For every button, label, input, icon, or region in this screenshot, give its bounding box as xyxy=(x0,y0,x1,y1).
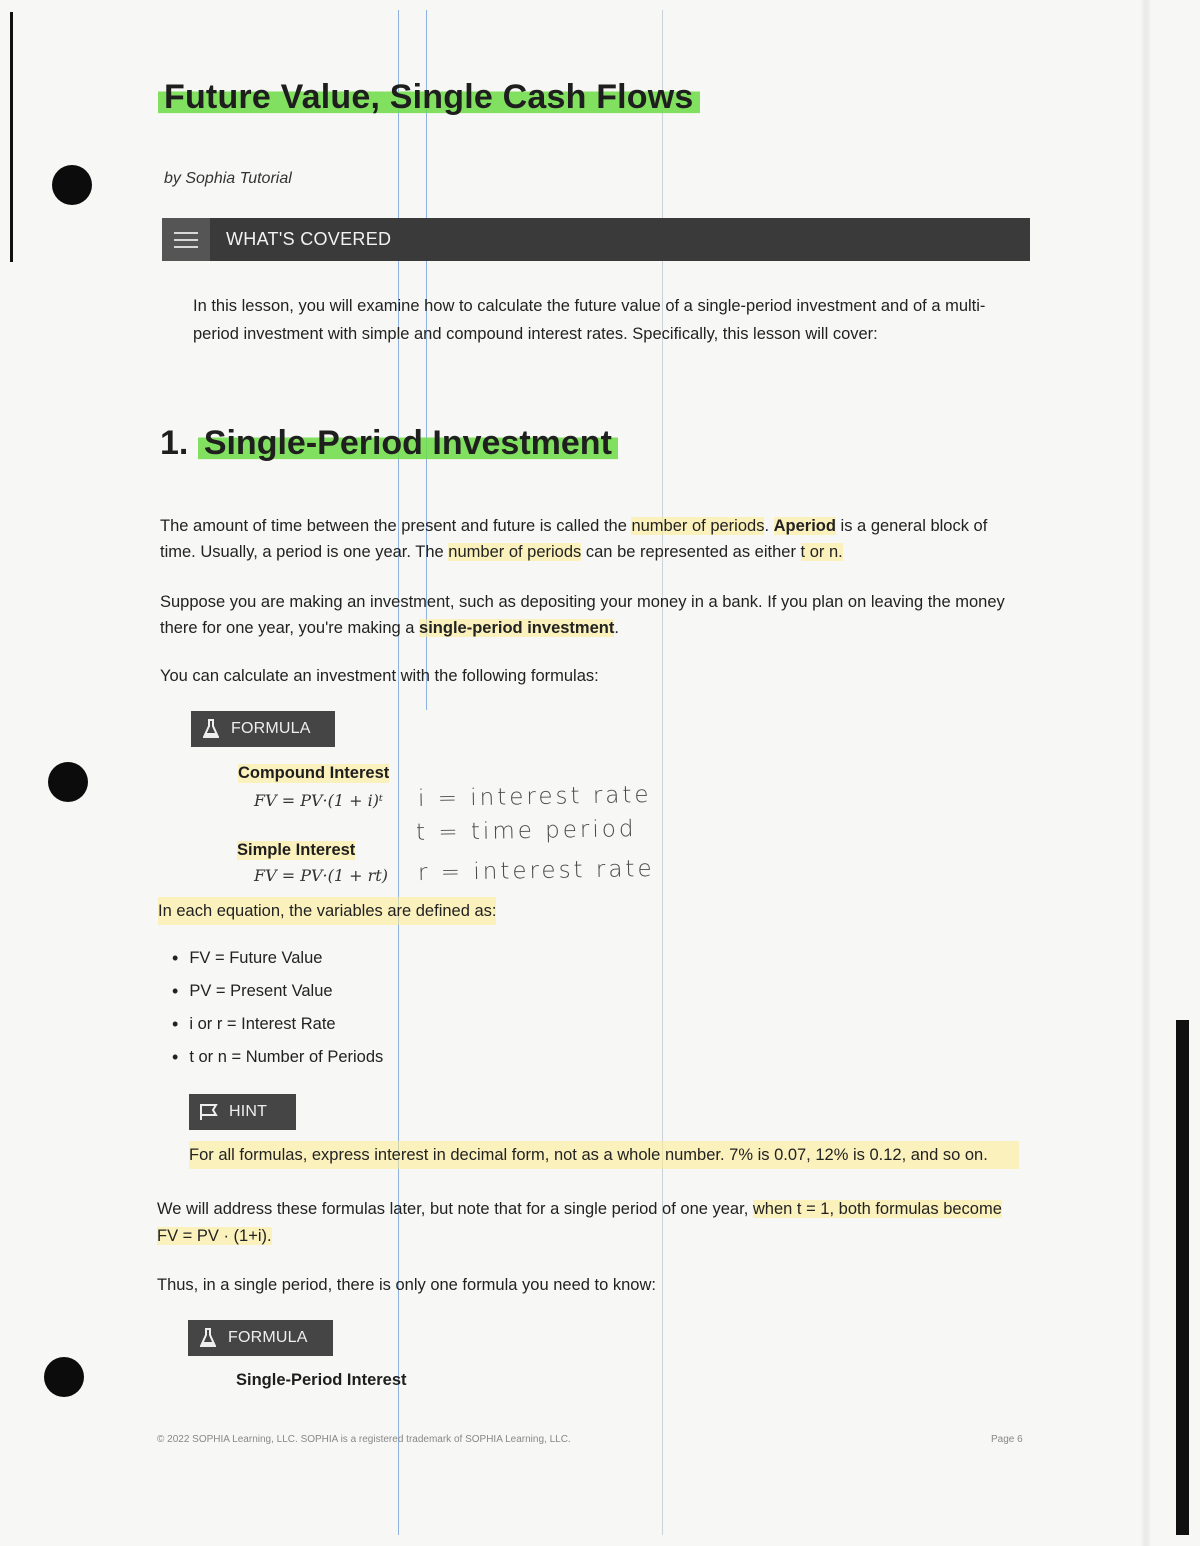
periods-paragraph: The amount of time between the present and future is called the number of periods. Aperiod is a general block of time. Usually, a period is one year. The number of periods can be represented as either t or n. xyxy=(160,517,988,561)
handwritten-note: t = time period xyxy=(415,816,637,846)
handwritten-note: r = interest rate xyxy=(417,855,655,887)
compound-interest-name: Compound Interest xyxy=(238,764,390,782)
flask-icon xyxy=(188,1328,228,1348)
scan-edge-right xyxy=(1176,1020,1189,1535)
list-item: • FV = Future Value xyxy=(172,944,383,977)
single-formula-intro: Thus, in a single period, there is only one formula you need to know: xyxy=(157,1276,656,1294)
flag-icon xyxy=(189,1103,229,1121)
whats-covered-bar xyxy=(162,218,1030,261)
simple-interest-name: Simple Interest xyxy=(237,841,356,859)
covered-intro-text: In this lesson, you will examine how to calculate the future value of a single-period investment and of a multi-period investment with simple and compound interest rates. Specifically, this lesson will cover: xyxy=(193,297,986,343)
hint-box xyxy=(189,1094,296,1130)
list-item: • t or n = Number of Periods xyxy=(172,1043,383,1076)
whats-covered-label: WHAT'S COVERED xyxy=(226,229,392,249)
investment-paragraph: Suppose you are making an investment, such as depositing your money in a bank. If you plan on leaving the money there for one year, you're making a single-period investment. xyxy=(160,593,1005,637)
handwritten-note: i = interest rate xyxy=(417,781,652,813)
formula-box xyxy=(188,1320,333,1356)
flask-icon xyxy=(191,719,231,739)
document-title: Future Value, Single Cash Flows xyxy=(158,78,700,117)
formula-label: FORMULA xyxy=(231,720,311,737)
scan-shade xyxy=(1140,0,1152,1546)
compound-interest-formula: FV = PV·(1 + i)ᵗ xyxy=(254,791,383,810)
hint-text: For all formulas, express interest in decimal form, not as a whole number. 7% is 0.07, 12% is 0.12, and so on. xyxy=(189,1141,1019,1169)
variables-intro: In each equation, the variables are defined as: xyxy=(158,897,496,925)
section-number: 1. xyxy=(160,424,189,462)
section-title: Single-Period Investment xyxy=(198,424,618,462)
punch-hole xyxy=(48,762,88,802)
formulas-intro: You can calculate an investment with the following formulas: xyxy=(160,667,599,685)
footer-page-number: Page 6 xyxy=(991,1434,1023,1445)
list-item: • i or r = Interest Rate xyxy=(172,1010,383,1043)
footer-copyright: © 2022 SOPHIA Learning, LLC. SOPHIA is a registered trademark of SOPHIA Learning, LLC. xyxy=(157,1434,571,1445)
author-byline: by Sophia Tutorial xyxy=(164,170,292,187)
formula-label: FORMULA xyxy=(228,1329,308,1346)
formulas-later-paragraph: We will address these formulas later, but note that for a single period of one year, when t = 1, both formulas become FV = PV · (1+i). xyxy=(157,1200,1002,1245)
formula-box xyxy=(191,711,335,747)
hint-label: HINT xyxy=(229,1103,268,1120)
list-item: • PV = Present Value xyxy=(172,977,383,1010)
section-heading xyxy=(160,424,618,463)
single-period-interest-name: Single-Period Interest xyxy=(236,1371,407,1389)
scan-edge-left xyxy=(10,12,13,262)
punch-hole xyxy=(44,1357,84,1397)
punch-hole xyxy=(52,165,92,205)
simple-interest-formula: FV = PV·(1 + rt) xyxy=(254,866,388,885)
list-icon xyxy=(162,218,210,261)
variables-list xyxy=(172,944,383,1076)
